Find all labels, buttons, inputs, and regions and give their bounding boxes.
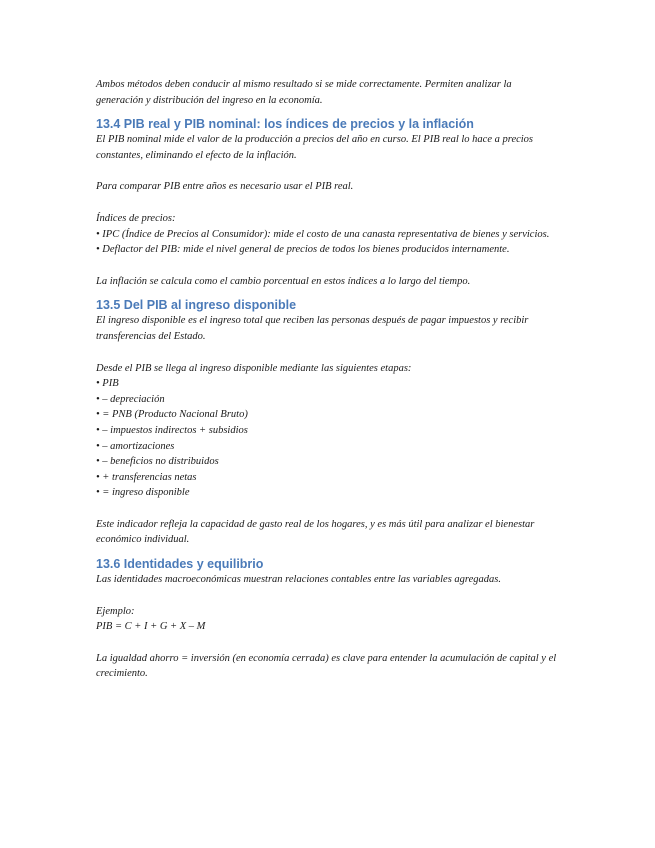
list-item: • = ingreso disponible (96, 487, 190, 499)
section-13-6-paragraph-1: Las identidades macroeconómicas muestran relaciones contables entre las variables agregadas. (96, 574, 501, 586)
spacer (96, 258, 561, 274)
list-item: • – impuestos indirectos + subsidios (96, 424, 248, 436)
list-item: • – beneficios no distribuidos (96, 456, 219, 468)
section-13-4-paragraph-3: La inflación se calcula como el cambio porcentual en estos índices a lo largo del tiempo. (96, 275, 471, 287)
list-item: • Deflactor del PIB: mide el nivel general de precios de todos los bienes producidos internamente. (96, 244, 510, 256)
list-item: • = PNB (Producto Nacional Bruto) (96, 409, 248, 421)
spacer (96, 289, 561, 297)
section-13-4-heading: 13.4 PIB real y PIB nominal: los índices de precios y la inflación (96, 117, 474, 132)
spacer (96, 548, 561, 556)
gdp-formula: PIB = C + I + G + X – M (96, 621, 206, 633)
spacer (96, 345, 561, 361)
steps-title: Desde el PIB se llega al ingreso disponible mediante las siguientes etapas: (96, 362, 412, 374)
list-item: • – amortizaciones (96, 440, 175, 452)
spacer (96, 501, 561, 517)
list-item: • IPC (Índice de Precios al Consumidor): mide el costo de una canasta representativa de bienes y servicios. (96, 228, 550, 240)
section-13-5-paragraph-1: El ingreso disponible es el ingreso total que reciben las personas después de pagar impuestos y recibir transferencias del Estado. (96, 315, 529, 342)
section-13-6-heading: 13.6 Identidades y equilibrio (96, 557, 264, 572)
price-indices-list (96, 227, 561, 258)
intro-paragraph: Ambos métodos deben conducir al mismo resultado si se mide correctamente. Permiten analizar la generación y distribución del ingreso en la economía. (96, 79, 512, 106)
section-13-6-paragraph-2: La igualdad ahorro = inversión (en economía cerrada) es clave para entender la acumulación de capital y el crecimiento. (96, 652, 557, 680)
document-page (96, 77, 561, 682)
income-steps-list (96, 376, 561, 501)
spacer (96, 635, 561, 651)
list-item: • PIB (96, 378, 119, 390)
spacer (96, 588, 561, 604)
list-item: • – depreciación (96, 393, 165, 405)
list-item: • + transferencias netas (96, 471, 197, 483)
section-13-4-paragraph-2: Para comparar PIB entre años es necesario usar el PIB real. (96, 181, 354, 193)
section-13-5-heading: 13.5 Del PIB al ingreso disponible (96, 298, 297, 313)
price-indices-title: Índices de precios: (96, 212, 176, 224)
spacer (96, 163, 561, 179)
example-label: Ejemplo: (96, 605, 135, 617)
section-13-4-paragraph-1: El PIB nominal mide el valor de la producción a precios del año en curso. El PIB real lo hace a precios constantes, eliminando el efecto de la inflación. (96, 134, 534, 161)
spacer (96, 108, 561, 116)
section-13-5-paragraph-2: Este indicador refleja la capacidad de gasto real de los hogares, y es más útil para analizar el bienestar económico individual. (96, 518, 535, 546)
spacer (96, 195, 561, 211)
